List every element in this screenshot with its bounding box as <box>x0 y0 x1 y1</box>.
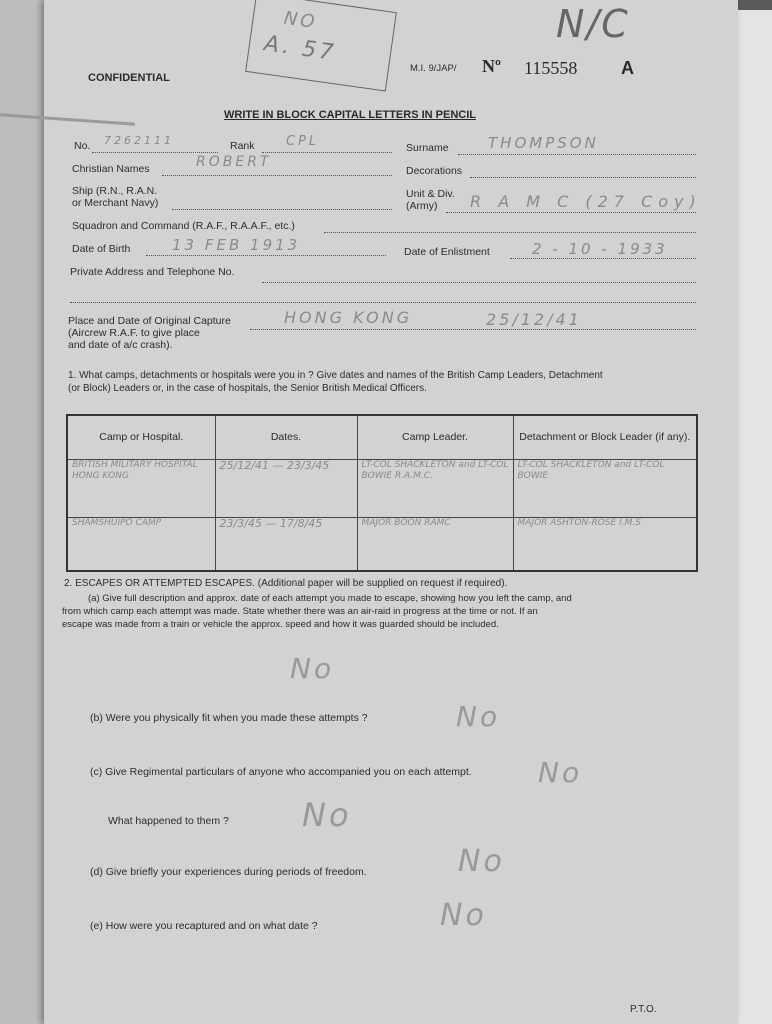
surname-value: THOMPSON <box>488 134 599 152</box>
dob-line <box>146 255 386 256</box>
block-capitals-instruction: WRITE IN BLOCK CAPITAL LETTERS IN PENCIL <box>224 109 476 121</box>
decorations-label: Decorations <box>406 165 463 177</box>
header-detachment-leader: Detachment or Block Leader (if any). <box>513 415 697 459</box>
stamp-text-2: A. 57 <box>262 31 338 67</box>
dob-value: 13 FEB 1913 <box>172 236 301 254</box>
header-camp: Camp or Hospital. <box>67 415 215 459</box>
form-suffix: A <box>621 58 634 78</box>
enlistment-label: Date of Enlistment <box>404 246 490 258</box>
ship-label-1: Ship (R.N., R.A.N. <box>72 185 158 197</box>
header-dates: Dates. <box>215 415 357 459</box>
capture-label-1: Place and Date of Original Capture <box>68 315 231 327</box>
rank-label: Rank <box>230 140 255 152</box>
no-label: No. <box>74 140 91 152</box>
unit-value: R A M C (27 Coy) <box>470 192 702 211</box>
enlistment-line <box>510 258 696 259</box>
ship-line <box>172 209 392 210</box>
header-camp-leader: Camp Leader. <box>357 415 513 459</box>
table-header-row <box>67 415 697 459</box>
address-label: Private Address and Telephone No. <box>70 266 235 278</box>
surname-label: Surname <box>406 142 449 154</box>
christian-names-line <box>162 175 392 176</box>
capture-date-value: 25/12/41 <box>486 310 582 329</box>
squadron-line <box>324 232 696 233</box>
q2-title: 2. ESCAPES OR ATTEMPTED ESCAPES. (Additional paper will be supplied on request if required). <box>64 578 508 589</box>
address-line-1 <box>262 282 696 283</box>
q2e-answer: No <box>440 898 487 933</box>
confidential-heading: CONFIDENTIAL <box>88 72 170 84</box>
q2b-answer: No <box>456 700 501 733</box>
q2c-question: (c) Give Regimental particulars of anyone who accompanied you on each attempt. <box>90 766 472 778</box>
form-reference: M.I. 9/JAP/ <box>410 63 457 74</box>
cell-detachment-leader: MAJOR ASHTON-ROSE I.M.S <box>517 517 641 528</box>
decorations-line <box>470 177 696 178</box>
capture-line <box>250 329 696 330</box>
dob-label: Date of Birth <box>72 243 131 255</box>
table-row <box>67 517 697 571</box>
cell-detachment-leader: LT-COL SHACKLETON and LT-COL BOWIE <box>517 459 665 481</box>
q2c-followup-question: What happened to them ? <box>108 815 229 827</box>
camps-table <box>66 414 698 572</box>
q2b-question: (b) Were you physically fit when you made these attempts ? <box>90 712 368 724</box>
rank-value: CPL <box>286 134 320 149</box>
cell-camp-leader: LT-COL SHACKLETON and LT-COL BOWIE R.A.M.C. <box>361 459 509 481</box>
christian-names-value: ROBERT <box>196 154 272 170</box>
cell-dates: 23/3/45 — 17/8/45 <box>219 516 323 530</box>
cell-camp: BRITISH MILITARY HOSPITAL HONG KONG <box>72 459 198 481</box>
q1-text-line-1: 1. What camps, detachments or hospitals were you in ? Give dates and names of the British Camp Leaders, Detachment <box>68 370 603 381</box>
q2c-followup-answer: No <box>302 796 352 834</box>
q2a-line-2: from which camp each attempt was made. State whether there was an air-raid in progress at the time or not. If an <box>62 606 538 617</box>
q2c-answer: No <box>538 756 583 789</box>
rank-line <box>262 152 392 153</box>
capture-label-2: (Aircrew R.A.F. to give place <box>68 327 200 339</box>
christian-names-label: Christian Names <box>72 163 150 175</box>
unit-label-2: (Army) <box>406 200 438 212</box>
no-value: 7262111 <box>104 134 174 147</box>
capture-label-3: and date of a/c crash). <box>68 339 173 351</box>
q2d-question: (d) Give briefly your experiences during periods of freedom. <box>90 866 367 878</box>
squadron-label: Squadron and Command (R.A.F., R.A.A.F., etc.) <box>72 220 295 232</box>
unit-line <box>446 212 696 213</box>
q2a-answer: No <box>290 652 335 685</box>
q1-text-line-2: (or Block) Leaders or, in the case of hospitals, the Senior British Medical Officers. <box>68 383 427 394</box>
table-row <box>67 459 697 517</box>
corner-note: N/C <box>556 2 630 46</box>
number-prefix: Nº <box>482 56 501 76</box>
q2a-line-3: escape was made from a train or vehicle the approx. speed and how it was guarded should be included. <box>62 619 499 630</box>
stamp-text-1: NO <box>282 7 319 34</box>
enlistment-value: 2 - 10 - 1933 <box>532 240 668 258</box>
surname-line <box>458 154 696 155</box>
form-number: 115558 <box>524 58 578 78</box>
address-line-2 <box>70 302 696 303</box>
q2d-answer: No <box>458 844 505 879</box>
capture-place-value: HONG KONG <box>284 308 413 327</box>
q2a-line-1: (a) Give full description and approx. date of each attempt you made to escape, showing how you left the camp, and <box>88 593 572 604</box>
no-line <box>92 152 218 153</box>
please-turn-over: P.T.O. <box>630 1004 657 1015</box>
q2e-question: (e) How were you recaptured and on what date ? <box>90 920 318 932</box>
cell-camp-leader: MAJOR BOON RAMC <box>361 517 451 528</box>
unit-label-1: Unit & Div. <box>406 188 455 200</box>
cell-dates: 25/12/41 — 23/3/45 <box>219 458 330 472</box>
cell-camp: SHAMSHUIPO CAMP <box>72 517 162 528</box>
ship-label-2: or Merchant Navy) <box>72 197 159 209</box>
